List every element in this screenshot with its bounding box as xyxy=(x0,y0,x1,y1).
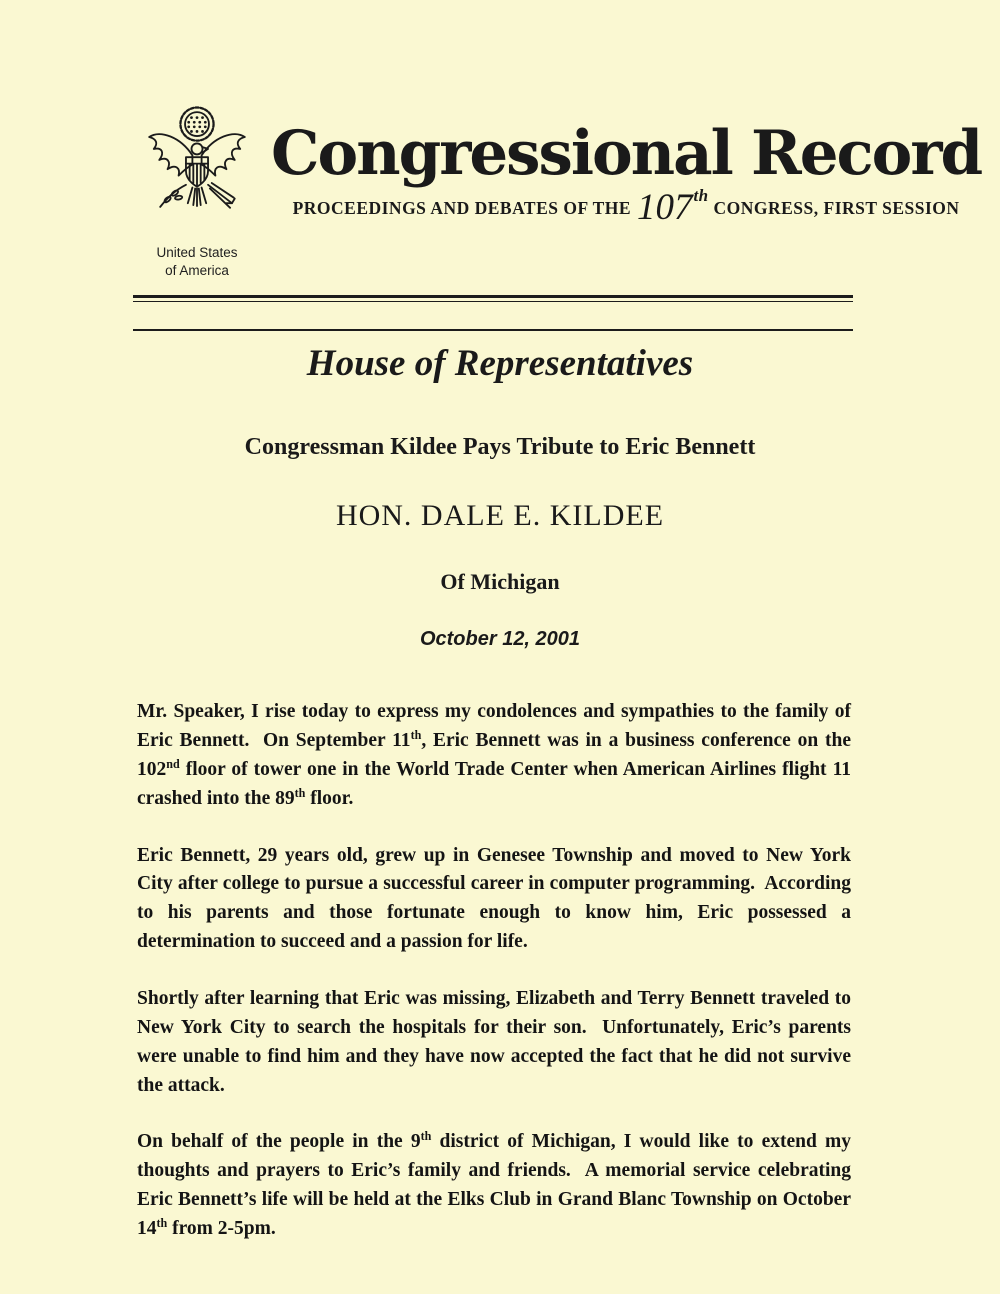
speaker-state: Of Michigan xyxy=(440,569,560,595)
subtitle-post: CONGRESS, FIRST SESSION xyxy=(708,198,960,219)
speech-body xyxy=(137,698,851,1244)
masthead-subtitle xyxy=(271,186,981,229)
congress-number: 107 xyxy=(636,187,693,229)
masthead-title: Congressional Record xyxy=(271,118,982,189)
speaker-name: HON. DALE E. KILDEE xyxy=(335,499,665,533)
record-date: October 12, 2001 xyxy=(419,628,581,651)
masthead xyxy=(0,0,1000,279)
seal-block xyxy=(133,100,261,279)
seal-caption-line1: United States xyxy=(156,245,238,260)
seal-caption-line2: of America xyxy=(165,262,229,278)
subtitle-pre: PROCEEDINGS AND DEBATES OF THE xyxy=(292,198,636,219)
great-seal-icon xyxy=(141,102,253,240)
masthead-double-rule xyxy=(133,295,853,302)
chamber-heading: House of Representatives xyxy=(306,343,694,385)
speech-paragraph-1: Mr. Speaker, I rise today to express my condolences and sympathies to the family of Eric Bennett. On September 11th, Eric Bennett was in a business conference on the 102nd floor of tower one in the World Trade Center when American Airlines flight 11 crashed into the 89th floor. xyxy=(137,701,851,809)
speech-paragraph-2: Eric Bennett, 29 years old, grew up in Genesee Township and moved to New York City after college to pursue a successful career in computer programming. According to his parents and those fortunate enough to know him, Eric possessed a determination to succeed and a passion for life. xyxy=(137,844,851,953)
masthead-text xyxy=(261,100,982,229)
speech-paragraph-3: Shortly after learning that Eric was missing, Elizabeth and Terry Bennett traveled to New York City to search the hospitals for their son. Unfortunately, Eric’s parents were unable to find him and they have now accepted the fact that he did not survive the attack. xyxy=(137,987,851,1096)
section-rule xyxy=(133,329,853,331)
speech-paragraph-4: On behalf of the people in the 9th district of Michigan, I would like to extend my thoughts and prayers to Eric’s family and friends. A memorial service celebrating Eric Bennett’s life will be held at the Elks Club in Grand Blanc Township on October 14th from 2-5pm. xyxy=(137,1129,851,1239)
tribute-title: Congressman Kildee Pays Tribute to Eric Bennett xyxy=(244,434,756,461)
congress-ordinal-suffix: th xyxy=(693,186,709,206)
